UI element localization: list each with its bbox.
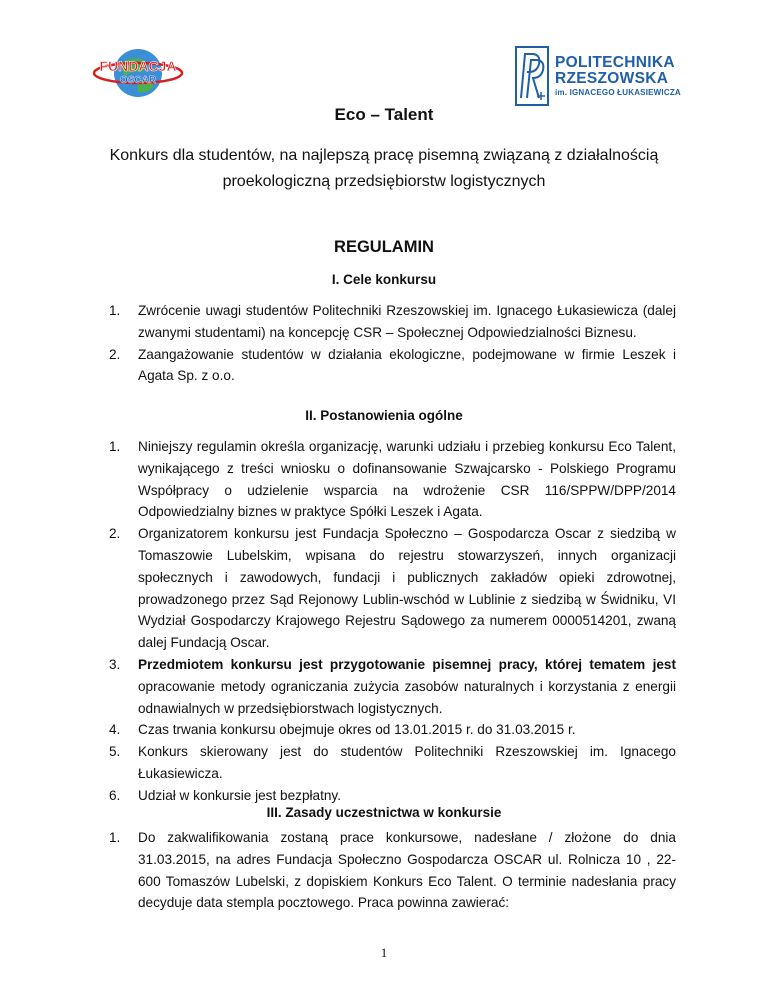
logo-university-name-line3: im. IGNACEGO ŁUKASIEWICZA xyxy=(555,88,681,98)
section-title-goals: I. Cele konkursu xyxy=(331,272,437,287)
list-item-number: 5. xyxy=(109,744,121,760)
logo-university-name-line2: RZESZOWSKA xyxy=(555,69,669,87)
globe-logo-icon xyxy=(92,44,184,100)
list-item-text: Konkurs skierowany jest do studentów Politechniki Rzeszowskiej im. Ignacego Łukasiewicza. xyxy=(138,744,676,781)
logo-university-name-line1: POLITECHNIKA xyxy=(555,53,675,71)
section-list-participation-rules xyxy=(109,827,676,914)
list-item xyxy=(109,827,676,914)
list-item-number: 2. xyxy=(109,346,121,362)
list-item-number: 4. xyxy=(109,722,121,738)
logo-text-line1: FUNDACJA xyxy=(99,58,177,74)
politechnika-emblem-icon xyxy=(515,46,549,106)
list-item-number: 1. xyxy=(109,830,121,845)
list-item xyxy=(109,719,676,741)
list-item xyxy=(109,436,676,523)
list-item-text: Zwrócenie uwagi studentów Politechniki Rzeszowskiej im. Ignacego Łukasiewicza (dalej zwanymi studentami) na koncepcję CSR – Społecznej Odpowiedzialności Biznesu. xyxy=(138,303,676,340)
section-title-participation-rules: III. Zasady uczestnictwa w konkursie xyxy=(266,805,502,820)
list-item xyxy=(109,300,676,344)
list-item xyxy=(109,523,676,654)
list-item-text: Do zakwalifikowania zostaną prace konkursowe, nadesłane / złożone do dnia 31.03.2015, na adres Fundacja Społeczno Gospodarcza OSCAR ul. Rolnicza 10 , 22-600 Tomaszów Lubelski, z dopiskiem Konkurs Eco Talent. O terminie nadesłania pracy decyduje data stempla pocztowego. Praca powinna zawierać: xyxy=(138,830,676,911)
list-item-text: Organizatorem konkursu jest Fundacja Społeczno – Gospodarcza Oscar z siedzibą w Tomaszowie Lubelskim, wpisana do rejestru stowarzyszeń, innych organizacji społecznych i zawodowych, fundacji i publicznych zakładów opieki zdrowotnej, prowadzonego przez Sąd Rejonowy Lublin-wschód w Lublinie z siedzibą w Świdniku, VI Wydział Gospodarczy Krajowego Rejestru Sądowego za numerem 0000514201, zwaną dalej Fundacją Oscar. xyxy=(138,526,676,651)
list-item xyxy=(109,344,676,388)
document-title: Eco – Talent xyxy=(334,105,434,124)
section-list-general-provisions xyxy=(109,436,676,807)
list-item-number: 6. xyxy=(109,787,121,803)
logo-text-line2: OSCAR xyxy=(119,75,157,86)
list-item-text: Udział w konkursie jest bezpłatny. xyxy=(138,787,341,803)
regulation-heading: REGULAMIN xyxy=(334,238,434,256)
list-item-number: 1. xyxy=(109,303,121,318)
document-subtitle: Konkurs dla studentów, na najlepszą pracę pisemną związaną z działalnością proekologiczną przedsiębiorstw logistycznych xyxy=(109,147,659,190)
list-item-text: Niniejszy regulamin określa organizację, warunki udziału i przebieg konkursu Eco Talent, wynikającego z treści wniosku o dofinansowanie Szwajcarsko - Polskiego Programu Współpracy o udzielenie wsparcia na wdrożenie CSR 116/SPPW/DPP/2014 Odpowiedzialny biznes w praktyce Spółki Leszek i Agata. xyxy=(138,439,676,520)
list-item-bold-text: Przedmiotem konkursu jest przygotowanie pisemnej pracy, której tematem jest xyxy=(138,656,676,672)
section-title-general-provisions: II. Postanowienia ogólne xyxy=(305,408,463,423)
list-item-rest-text: opracowanie metody ograniczania zużycia zasobów naturalnych i korzystania z energii odnawialnych w przedsiębiorstwach logistycznych. xyxy=(138,678,676,716)
list-item xyxy=(109,654,676,719)
list-item xyxy=(109,741,676,785)
list-item-text: Zaangażowanie studentów w działania ekologiczne, podejmowane w firmie Leszek i Agata Sp. z o.o. xyxy=(138,346,676,384)
section-list-goals xyxy=(109,300,676,387)
list-item-number: 2. xyxy=(109,526,121,542)
page-number: 1 xyxy=(380,945,388,960)
list-item-text xyxy=(138,657,676,716)
list-item-number: 1. xyxy=(109,439,121,454)
politechnika-logo xyxy=(515,46,685,106)
fundacja-oscar-logo xyxy=(92,44,184,100)
list-item xyxy=(109,785,676,807)
list-item-text: Czas trwania konkursu obejmuje okres od 13.01.2015 r. do 31.03.2015 r. xyxy=(138,722,576,738)
list-item-number: 3. xyxy=(109,656,121,672)
